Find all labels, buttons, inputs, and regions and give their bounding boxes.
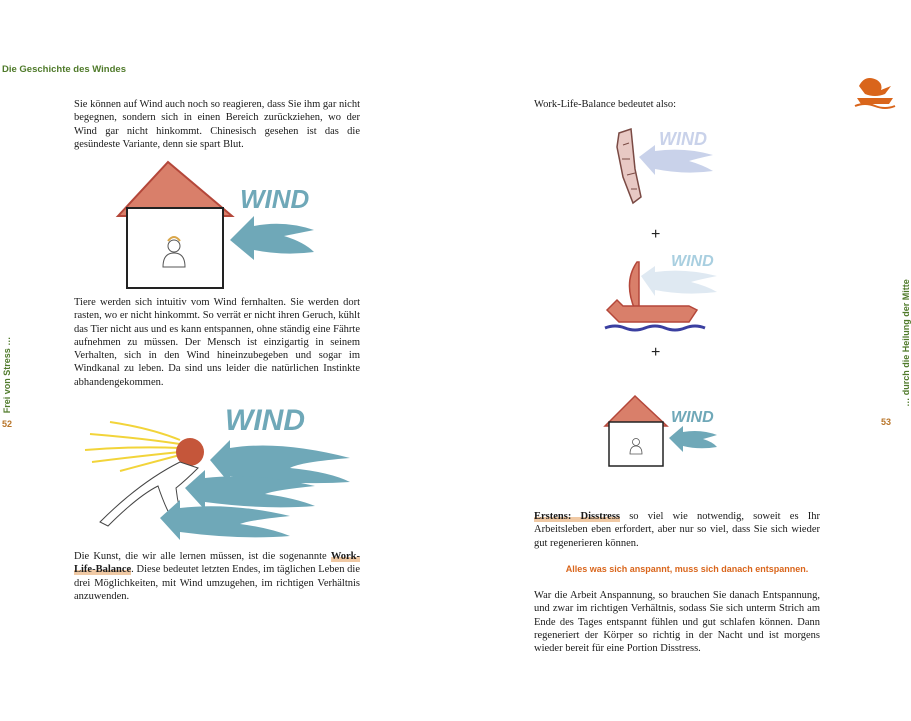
boat-hull — [607, 300, 697, 322]
right-page-number: 53 — [881, 417, 892, 427]
wind-arrow — [230, 216, 314, 260]
right-intro: Work-Life-Balance bedeutet also: — [534, 99, 677, 110]
house-wind-icon — [603, 394, 718, 469]
paragraph-3-end: . Diese bedeutet letzten Endes, im täglichen Leben die drei Möglichkeiten, mit Wind umzugehen, im richtigen Verhältnis anzuwenden. — [74, 564, 360, 602]
callout-quote: Alles was sich anspannt, muss sich danach entspannen. — [565, 564, 809, 574]
wind-arrow-pale — [641, 266, 717, 296]
flowing-hair — [85, 422, 180, 471]
wind-label: WIND — [240, 184, 310, 214]
right-paragraph-1 — [534, 510, 820, 550]
paragraph-3-start: Die Kunst, die wir alle lernen müssen, ist die sogenannte — [74, 551, 331, 562]
dragon-boat-logo — [853, 72, 897, 110]
water-waves — [605, 326, 705, 330]
work-life-balance-highlight: Work-Life-Balance — [74, 551, 360, 576]
person-against-wind-illustration — [80, 400, 370, 535]
left-paragraph-2: Tiere werden sich intuitiv vom Wind fernhalten. Sie werden dort rasten, wo er nicht hinkommt. So verrät er nicht ihren Geruch, kühlt das Tier nicht aus und es kann entspannen, ohne ständig eine Fährte aufnehmen zu müssen. Der Mensch ist einzigartig in seinem Verhalten, sich in den Wind hineinzubegeben und sogar im Windkanal zu leben. Da sind uns leider die natürlichen Instinkte abhandengekommen. — [74, 297, 360, 388]
paragraph-1-rest: so viel wie notwendig, soweit es Ihr Arbeitsleben eben erfordert, aber nur so viel, dass Sie sich wieder gut regenerieren können. — [534, 511, 820, 549]
right-paragraph-2: War die Arbeit Anspannung, so brauchen Sie danach Entspannung, und zwar im richtigen Verhältnis, sodass Sie sich unterm Strich am Ende des Tages entspannt fühlen und gut schlafen können. Dann regeneriert der Körper so richtig in der Nacht und ist morgens wieder bereit für eine Portion Disstress. — [534, 590, 820, 655]
left-page — [0, 0, 451, 721]
wind-label: WIND — [671, 409, 714, 426]
left-page-number: 52 — [2, 419, 13, 429]
sail — [629, 262, 639, 310]
running-head: Die Geschichte des Windes — [2, 64, 126, 75]
house-wind-illustration — [110, 160, 320, 295]
wind-label: WIND — [671, 253, 714, 270]
wind-label: WIND — [225, 404, 305, 437]
shelter-wind-icon — [609, 125, 719, 215]
right-page — [451, 0, 911, 721]
wind-arrow — [669, 426, 717, 452]
left-paragraph-3 — [74, 550, 360, 603]
wall-blocks — [617, 129, 641, 203]
disstress-highlight: Erstens: Disstress — [534, 511, 620, 522]
sailboat-wind-icon — [601, 252, 721, 337]
wind-label: WIND — [659, 129, 707, 149]
left-paragraph-1: Sie können auf Wind auch noch so reagieren, dass Sie ihm gar nicht begegnen, sondern sich in einen Bereich zurückziehen, wo der Wind gar nicht hinkommt. Chinesisch gesehen ist das die gesündeste Variante, denn sie spart Blut. — [74, 99, 360, 150]
plus-sign-2: + — [651, 344, 661, 361]
plus-sign-1: + — [651, 226, 661, 243]
left-side-title: Frei von Stress … — [2, 336, 12, 414]
right-side-title: … durch die Heilung der Mitte — [901, 279, 911, 407]
wind-arrow-pale — [639, 145, 713, 175]
